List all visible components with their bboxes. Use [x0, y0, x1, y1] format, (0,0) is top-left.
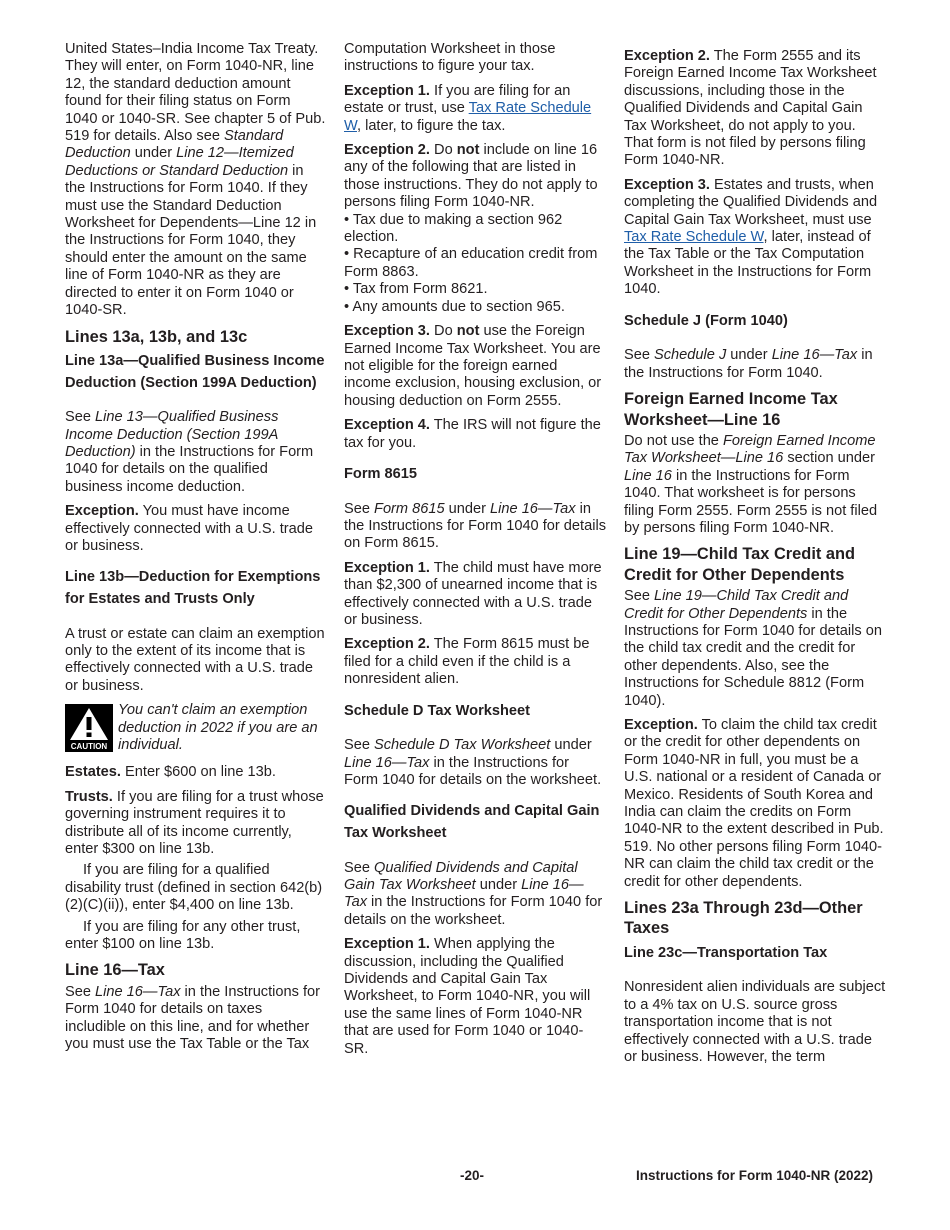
paragraph-other-trust: If you are filing for any other trust, enter $100 on line 13b. — [65, 918, 301, 953]
paragraph-exception-1: Exception 1. If you are filing for an estate or trust, use Tax Rate Schedule W, later, to figure the tax. — [344, 82, 592, 134]
paragraph-13b: A trust or estate can claim an exemption only to the extent of its income that is effectively connected with a U.S. trade or business. — [65, 625, 325, 694]
paragraph-exception-3: Exception 3. Do not use the Foreign Earned Income Tax Worksheet. You are not eligible for the foreign earned income exclusion, housing exclusion, or housing deduction on Form 2555. — [344, 323, 602, 409]
paragraph-8615-exception-1: Exception 1. The child must have more than $2,300 of unearned income that is effectively connected with a U.S. trade or business. — [344, 559, 602, 628]
paragraph-qd-exception-1: Exception 1. When applying the discussion, including the Qualified Dividends and Capital Gain Tax Worksheet, to Form 1040-NR, you will use the same lines of Form 1040-NR that are used for Form 1040 or 1040-SR. — [344, 936, 591, 1057]
paragraph-trusts: Trusts. If you are filing for a trust whose governing instrument requires it to distribute all of its income currently, enter $300 on line 13b. — [65, 788, 324, 857]
heading-line-19: Line 19—Child Tax Credit and Credit for Other Dependents — [624, 545, 856, 584]
page-number: -20- — [460, 1168, 485, 1183]
heading-schedule-j: Schedule J (Form 1040) — [624, 312, 788, 329]
paragraph-line-19: See Line 19—Child Tax Credit and Credit for Other Dependents in the Instructions for Form 1040 for details on the child tax credit and the credit for other dependents. Also, see the Instructions for Schedule 8812 (Form 1040). — [624, 588, 882, 709]
heading-lines-23: Lines 23a Through 23d—Other Taxes — [624, 899, 863, 938]
paragraph-continued: Computation Worksheet in those instructions to figure your tax. — [344, 41, 556, 75]
heading-line-13b: Line 13b—Deduction for Exemptions for Estates and Trusts Only — [65, 569, 321, 607]
caution-text: You can't claim an exemption deduction in 2022 if you are an individual. — [118, 702, 318, 753]
paragraph-schedule-j: See Schedule J under Line 16—Tax in the Instructions for Form 1040. — [624, 347, 873, 381]
paragraph-schedule-d: See Schedule D Tax Worksheet under Line 16—Tax in the Instructions for Form 1040 for details on the worksheet. — [344, 737, 602, 788]
tax-rate-schedule-w-link[interactable]: Tax Rate Schedule W — [624, 229, 764, 246]
bullet-item: • Recapture of an education credit from Form 8863. — [344, 246, 606, 281]
paragraph-exception-4: Exception 4. The IRS will not figure the tax for you. — [344, 417, 601, 451]
heading-qualified-dividends: Qualified Dividends and Capital Gain Tax Worksheet — [344, 803, 600, 841]
heading-lines-13: Lines 13a, 13b, and 13c — [65, 327, 248, 346]
heading-form-8615: Form 8615 — [344, 465, 418, 482]
column-3 — [624, 48, 886, 1074]
paragraph-exception-2: Exception 2. Do not include on line 16 any of the following that are listed in those instructions. They do not apply to persons filing Form 1040-NR. — [344, 142, 598, 211]
caution-note — [65, 702, 327, 754]
paragraph-line-23c: Nonresident alien individuals are subject to a 4% tax on U.S. source gross transportation income that is not effectively connected with a U.S. trade or business. However, the term — [624, 979, 886, 1066]
footer-title: Instructions for Form 1040-NR (2022) — [636, 1168, 874, 1183]
column-2 — [344, 41, 606, 1065]
bullet-item: • Tax due to making a section 962 election. — [344, 212, 606, 247]
paragraph-line-16: See Line 16—Tax in the Instructions for Form 1040 for details on taxes includible on this line, and for whether you must use the Tax Table or the Tax — [65, 983, 321, 1053]
paragraph-disability-trust: If you are filing for a qualified disability trust (defined in section 642(b)(2)(C)(ii)), enter $4,400 on line 13b. — [65, 862, 323, 914]
paragraph-qd-exception-3: Exception 3. Estates and trusts, when completing the Qualified Dividends and Capital Gain Tax Worksheet, must use Tax Rate Schedule W, later, instead of the Tax Table or the Tax Computation Worksheet in the Instructions for Form 1040. — [624, 176, 878, 298]
paragraph-13a: See Line 13—Qualified Business Income Deduction (Section 199A Deduction) in the Instructions for Form 1040 for details on the qualified business income deduction. — [65, 409, 314, 495]
caution-icon — [65, 704, 113, 752]
heading-line-16: Line 16—Tax — [65, 961, 165, 980]
column-1 — [65, 41, 327, 1060]
paragraph-line-19-exception: Exception. To claim the child tax credit or the credit for other dependents on Form 1040-NR in full, you must be a U.S. national or a resident of Canada or Mexico. Residents of South Korea and India can claim the credits on Form 1040-NR to the extent described in Pub. 519. No other persons filing Form 1040-NR can claim the child tax credit or the credit for other dependents. — [624, 717, 884, 890]
paragraph-qualified-dividends: See Qualified Dividends and Capital Gain Tax Worksheet under Line 16—Tax in the Instructions for Form 1040 for details on the worksheet. — [344, 859, 603, 928]
tax-rate-schedule-w-link[interactable]: Tax Rate Schedule W — [344, 100, 592, 134]
paragraph-qd-exception-2: Exception 2. The Form 2555 and its Foreign Earned Income Tax Worksheet discussions, including those in the Qualified Dividends and Capital Gain Tax Worksheet, do not apply to you. That form is not filed by persons filing Form 1040-NR. — [624, 48, 877, 169]
heading-foreign-earned-income: Foreign Earned Income Tax Worksheet—Line 16 — [624, 390, 838, 429]
paragraph-13a-exception: Exception. You must have income effectively connected with a U.S. trade or business. — [65, 503, 313, 554]
bullet-item: • Tax from Form 8621. — [344, 281, 606, 298]
heading-line-13a: Line 13a—Qualified Business Income Deduction (Section 199A Deduction) — [65, 352, 325, 391]
paragraph-estates: Estates. Enter $600 on line 13b. — [65, 764, 276, 781]
paragraph-form-8615: See Form 8615 under Line 16—Tax in the Instructions for Form 1040 for details on Form 8615. — [344, 500, 606, 552]
paragraph-foreign-earned-income: Do not use the Foreign Earned Income Tax Worksheet—Line 16 section under Line 16 in the Instructions for Form 1040. That worksheet is for persons filing Form 2555. Form 2555 is not filed by persons filing Form 1040-NR. — [624, 432, 878, 536]
heading-line-23c: Line 23c—Transportation Tax — [624, 944, 828, 961]
svg-text:CAUTION: CAUTION — [70, 742, 108, 752]
heading-schedule-d: Schedule D Tax Worksheet — [344, 702, 530, 719]
bullet-item: • Any amounts due to section 965. — [344, 299, 606, 316]
paragraph-8615-exception-2: Exception 2. The Form 8615 must be filed for a child even if the child is a nonresident alien. — [344, 636, 590, 688]
paragraph-treaty: United States–India Income Tax Treaty. They will enter, on Form 1040-NR, line 12, the standard deduction amount found for their filing status on Form 1040 or 1040-SR. See chapter 5 of Pub. 519 for details. Also see Standard Deduction under Line 12—Itemized Deductions or Standard Deduction in the Instructions for Form 1040. If they must use the Standard Deduction Worksheet for Dependents—Line 12 in the Instructions for Form 1040, they should enter the amount on the same line of Form 1040-NR as they are directed to enter it on Form 1040 or 1040-SR. — [65, 41, 326, 319]
